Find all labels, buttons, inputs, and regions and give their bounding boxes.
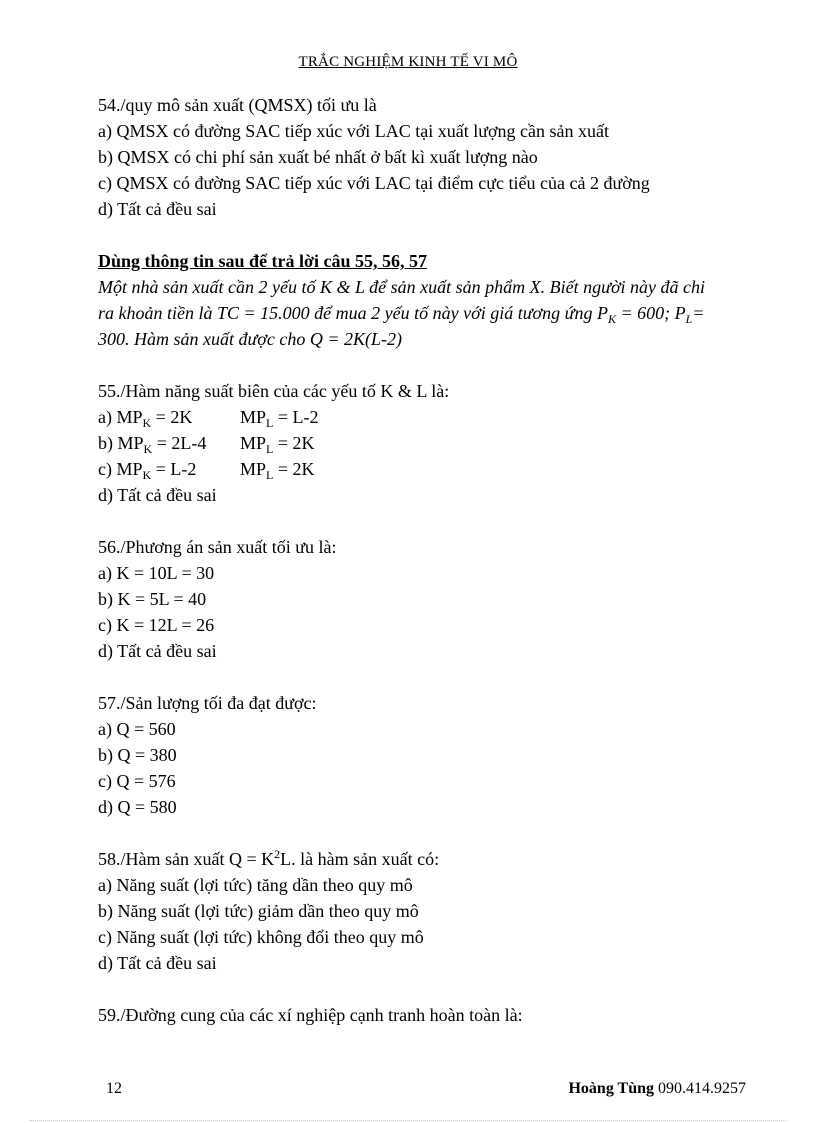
question-54 (98, 92, 768, 222)
info-line-3: 300. Hàm sản xuất được cho Q = 2K(L-2) (98, 329, 403, 349)
question-57-option-b: b) Q = 380 (98, 745, 177, 765)
info-line-2-text: ra khoản tiền là TC = 15.000 để mua 2 yếu tố này với giá tương ứng P (98, 303, 608, 323)
question-58-text (98, 846, 768, 872)
question-54-option-a: a) QMSX có đường SAC tiếp xúc với LAC tại xuất lượng cần sản xuất (98, 121, 609, 141)
subscript-k: K (142, 416, 152, 430)
mp-symbol: MP (240, 459, 267, 479)
spacer (98, 508, 768, 534)
option-label: c) (98, 459, 117, 479)
subscript-l: L (266, 416, 274, 430)
option-label: a) (98, 407, 117, 427)
question-56-text: 56./Phương án sản xuất tối ưu là: (98, 537, 337, 557)
question-54-option-c: c) QMSX có đường SAC tiếp xúc với LAC tại điểm cực tiểu của cả 2 đường (98, 173, 650, 193)
mpl-value: = 2K (273, 459, 315, 479)
question-56-option-d: d) Tất cả đều sai (98, 641, 217, 661)
subscript-l: L (685, 312, 693, 326)
page-header-title: TRẮC NGHIỆM KINH TẾ VI MÔ (298, 54, 518, 70)
mpk-value: = 2K (151, 407, 193, 427)
question-55-text: 55./Hàm năng suất biên của các yếu tố K & L là: (98, 381, 450, 401)
question-58-option-d: d) Tất cả đều sai (98, 953, 217, 973)
question-55-option-d: d) Tất cả đều sai (98, 485, 217, 505)
question-54-option-d: d) Tất cả đều sai (98, 199, 217, 219)
footer-divider (30, 1120, 786, 1121)
subscript-l: L (266, 468, 274, 482)
info-line-1: Một nhà sản xuất cần 2 yếu tố K & L để sản xuất sản phẩm X. Biết người này đã chi (98, 277, 706, 297)
info-line-2 (98, 300, 768, 326)
spacer (98, 820, 768, 846)
question-57-option-a: a) Q = 560 (98, 719, 176, 739)
spacer (98, 222, 768, 248)
spacer (98, 976, 768, 1002)
question-58-option-a: a) Năng suất (lợi tức) tăng dần theo quy mô (98, 875, 413, 895)
page-content (98, 92, 768, 1028)
mp-symbol: MP (116, 459, 143, 479)
page-number: 12 (106, 1080, 122, 1097)
superscript-2: 2 (274, 847, 281, 861)
spacer (98, 352, 768, 378)
question-57 (98, 690, 768, 820)
question-57-text: 57./Sản lượng tối đa đạt được: (98, 693, 317, 713)
subscript-k: K (142, 468, 152, 482)
question-57-option-d: d) Q = 580 (98, 797, 177, 817)
question-59-text: 59./Đường cung của các xí nghiệp cạnh tranh hoàn toàn là: (98, 1005, 523, 1025)
mpk-value: = 2L-4 (152, 433, 207, 453)
question-58-option-b: b) Năng suất (lợi tức) giảm dần theo quy mô (98, 901, 419, 921)
question-54-text: 54./quy mô sản xuất (QMSX) tối ưu là (98, 95, 377, 115)
question-55-option-a (98, 404, 768, 430)
info-block (98, 248, 768, 352)
subscript-k: K (143, 442, 153, 456)
page-footer (0, 1080, 816, 1104)
question-56 (98, 534, 768, 664)
mpk-value: = L-2 (151, 459, 197, 479)
question-58-text-start: 58./Hàm sản xuất Q = K (98, 849, 275, 869)
question-59 (98, 1002, 768, 1028)
info-line-2-mid: = 600; P (615, 303, 686, 323)
option-label: b) (98, 433, 118, 453)
question-55 (98, 378, 768, 508)
info-block-paragraph (98, 274, 768, 352)
subscript-l: L (266, 442, 274, 456)
info-block-title: Dùng thông tin sau để trả lời câu 55, 56, 57 (98, 251, 428, 271)
question-58 (98, 846, 768, 976)
mp-symbol: MP (240, 407, 267, 427)
question-56-option-b: b) K = 5L = 40 (98, 589, 207, 609)
question-55-option-c (98, 456, 768, 482)
subscript-k: K (607, 312, 616, 326)
question-58-option-c: c) Năng suất (lợi tức) không đổi theo quy mô (98, 927, 424, 947)
spacer (98, 664, 768, 690)
mp-symbol: MP (116, 407, 143, 427)
mp-symbol: MP (240, 433, 267, 453)
question-56-option-a: a) K = 10L = 30 (98, 563, 215, 583)
mp-symbol: MP (117, 433, 144, 453)
question-54-option-b: b) QMSX có chi phí sản xuất bé nhất ở bất kì xuất lượng nào (98, 147, 538, 167)
footer-author (568, 1080, 746, 1098)
info-line-2-end: = (692, 303, 705, 323)
mpl-value: = L-2 (273, 407, 319, 427)
author-name: Hoàng Tùng (568, 1080, 654, 1097)
question-56-option-c: c) K = 12L = 26 (98, 615, 215, 635)
author-phone: 090.414.9257 (658, 1080, 746, 1097)
question-57-option-c: c) Q = 576 (98, 771, 176, 791)
mpl-value: = 2K (273, 433, 315, 453)
question-58-text-end: L. là hàm sản xuất có: (280, 849, 440, 869)
question-55-option-b (98, 430, 768, 456)
